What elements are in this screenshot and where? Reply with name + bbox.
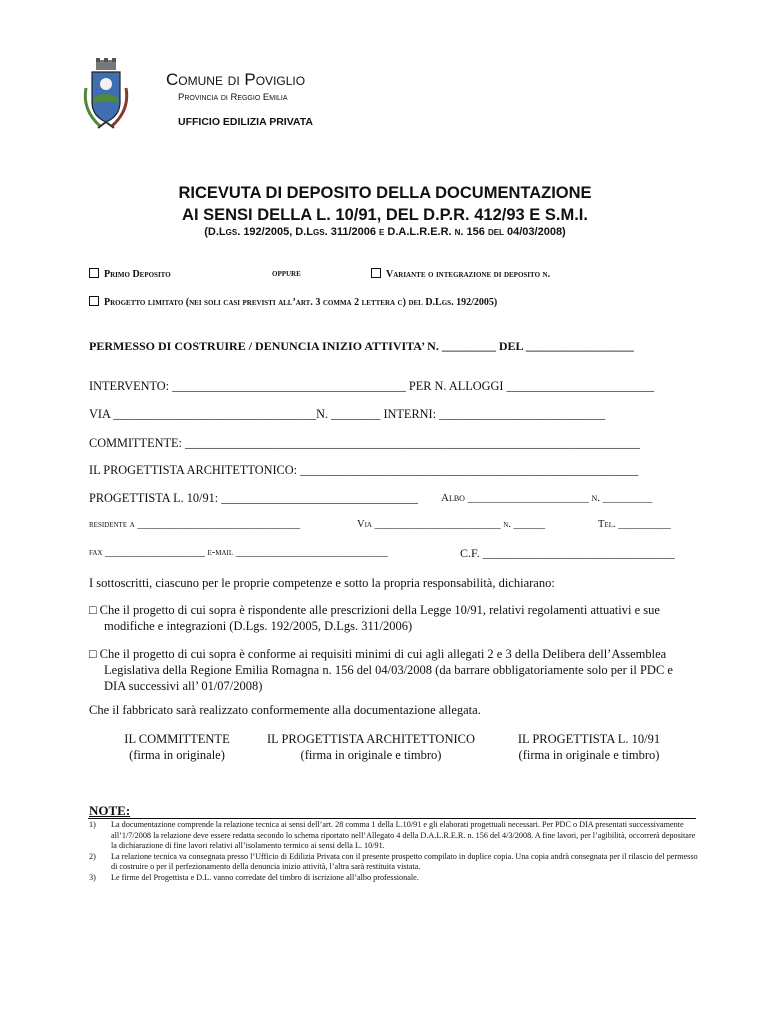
tel-field[interactable]: Tel. __________ [598, 519, 671, 530]
signature-role: IL COMMITTENTE [124, 732, 230, 746]
check2-line3: DIA successivi all’ 01/07/2008) [104, 679, 263, 693]
signature-progettista-l1091 [508, 731, 670, 763]
residente-field[interactable]: residente a _______________________________ [89, 519, 301, 530]
checkbox-icon[interactable] [89, 268, 99, 278]
progettista-l1091-field[interactable]: PROGETTISTA L. 10/91: ________________________________ [89, 491, 418, 505]
check1-line1: □ Che il progetto di cui sopra è rispondente alle prescrizioni della Legge 10/91, relativi regolamenti attuativi e sue [89, 603, 660, 617]
oppure-label: oppure [272, 268, 301, 279]
note-number: 2) [89, 851, 96, 861]
progetto-limitato-label: Progetto limitato (nei soli casi previsti all’art. 3 comma 2 lettera c) del D.Lgs. 192/2005) [104, 297, 498, 308]
note-number: 1) [89, 820, 96, 829]
variante-label: Variante o integrazione di deposito n. [386, 269, 551, 280]
document-title-line1: RICEVUTA DI DEPOSITO DELLA DOCUMENTAZIONE [178, 184, 592, 202]
check2-line2: Legislativa della Regione Emilia Romagna n. 156 del 04/03/2008 (da barrare obbligatoriamente solo per il PDC e [104, 663, 673, 677]
provincia-label: Provincia di Reggio Emilia [178, 92, 288, 103]
fax-email-field[interactable]: fax ___________________ e-mail _____________________________ [89, 547, 389, 558]
comune-title: Comune di Poviglio [166, 70, 306, 89]
permesso-field[interactable]: PERMESSO DI COSTRUIRE / DENUNCIA INIZIO ATTIVITA’ N. _________ DEL __________________ [89, 339, 634, 353]
cf-field[interactable]: C.F. ________________________________ [460, 546, 675, 560]
note-item [89, 852, 699, 873]
fabbricato-text: Che il fabbricato sarà realizzato conformemente alla documentazione allegata. [89, 703, 481, 717]
notes-list [89, 820, 699, 884]
signature-role: IL PROGETTISTA ARCHITETTONICO [266, 732, 476, 746]
committente-field[interactable]: COMMITTENTE: __________________________________________________________________________ [89, 436, 640, 450]
signature-note: (firma in originale) [129, 748, 225, 762]
intervento-field[interactable]: INTERVENTO: ______________________________________ PER N. ALLOGGI ________________________ [89, 379, 655, 393]
checkbox-icon[interactable] [371, 268, 381, 278]
office-label: UFFICIO EDILIZIA PRIVATA [178, 116, 313, 128]
note-text: La documentazione comprende la relazione tecnica ai sensi dell’art. 28 comma 1 della L.10/91 e gli elaborati progettuali necessari. Per PDC o DIA presentati successivamente all’1/7/2008 la relazione deve essere redatta secondo lo schema riportato nell’Allegato 4 della D.A.L.R.E.R. n. 156 del 4/3/2008. A fine lavori, per l’agibilità, occorrerà depositare la dichiarazione di fine lavori relativi all’isolamento termico ai sensi della L. 10/91. [111, 820, 696, 851]
note-text: Le firme del Progettista e D.L. vanno corredate del timbro di iscrizione all’albo professionale. [111, 872, 419, 882]
municipal-crest-icon [80, 58, 132, 134]
variante-option[interactable] [371, 268, 550, 280]
notes-heading: NOTE: [89, 803, 131, 818]
document-title-line2: AI SENSI DELLA L. 10/91, DEL D.P.R. 412/93 E S.M.I. [182, 206, 588, 224]
note-item [89, 820, 699, 852]
progetto-limitato-option[interactable] [89, 296, 497, 308]
check2-line1: □ Che il progetto di cui sopra è conforme ai requisiti minimi di cui agli allegati 2 e 3 della Delibera dell’Assemblea [89, 647, 667, 661]
note-text: La relazione tecnica va consegnata presso l’Ufficio di Edilizia Privata con il presente prospetto compilato in duplice copia. Una copia andrà consegnata per il rilascio del permesso di costruire o per il perfezionamento della denuncia inizio attività, l’altra sarà restituita vistata. [111, 851, 698, 872]
note-item [89, 873, 699, 884]
primo-deposito-option[interactable] [89, 268, 171, 280]
notes-divider [88, 818, 696, 819]
signature-committente [98, 731, 256, 763]
signature-note: (firma in originale e timbro) [518, 748, 660, 762]
via-field[interactable]: VIA _________________________________N. ________ INTERNI: ___________________________ [89, 407, 606, 421]
checkbox-icon[interactable] [89, 296, 99, 306]
albo-field[interactable]: Albo ______________________ n. _________ [441, 492, 653, 504]
declaration-text: I sottoscritti, ciascuno per le proprie competenze e sotto la propria responsabilità, dichiarano: [89, 576, 555, 590]
check1-line2: modifiche e integrazioni (D.Lgs. 192/2005, D.Lgs. 311/2006) [104, 619, 413, 633]
check2-option[interactable] [89, 646, 699, 694]
signature-note: (firma in originale e timbro) [300, 748, 442, 762]
check1-option[interactable] [89, 602, 699, 634]
signature-role: IL PROGETTISTA L. 10/91 [517, 732, 661, 746]
signature-progettista-arch [257, 731, 485, 763]
note-number: 3) [89, 872, 96, 882]
via2-field[interactable]: Via ________________________ n. ______ [357, 519, 546, 530]
document-title-line3: (D.Lgs. 192/2005, D.Lgs. 311/2006 e D.A.L.R.E.R. n. 156 del 04/03/2008) [204, 226, 566, 238]
primo-deposito-label: Primo Deposito [104, 269, 171, 280]
progettista-architettonico-field[interactable]: IL PROGETTISTA ARCHITETTONICO: _______________________________________________________ [89, 463, 639, 477]
